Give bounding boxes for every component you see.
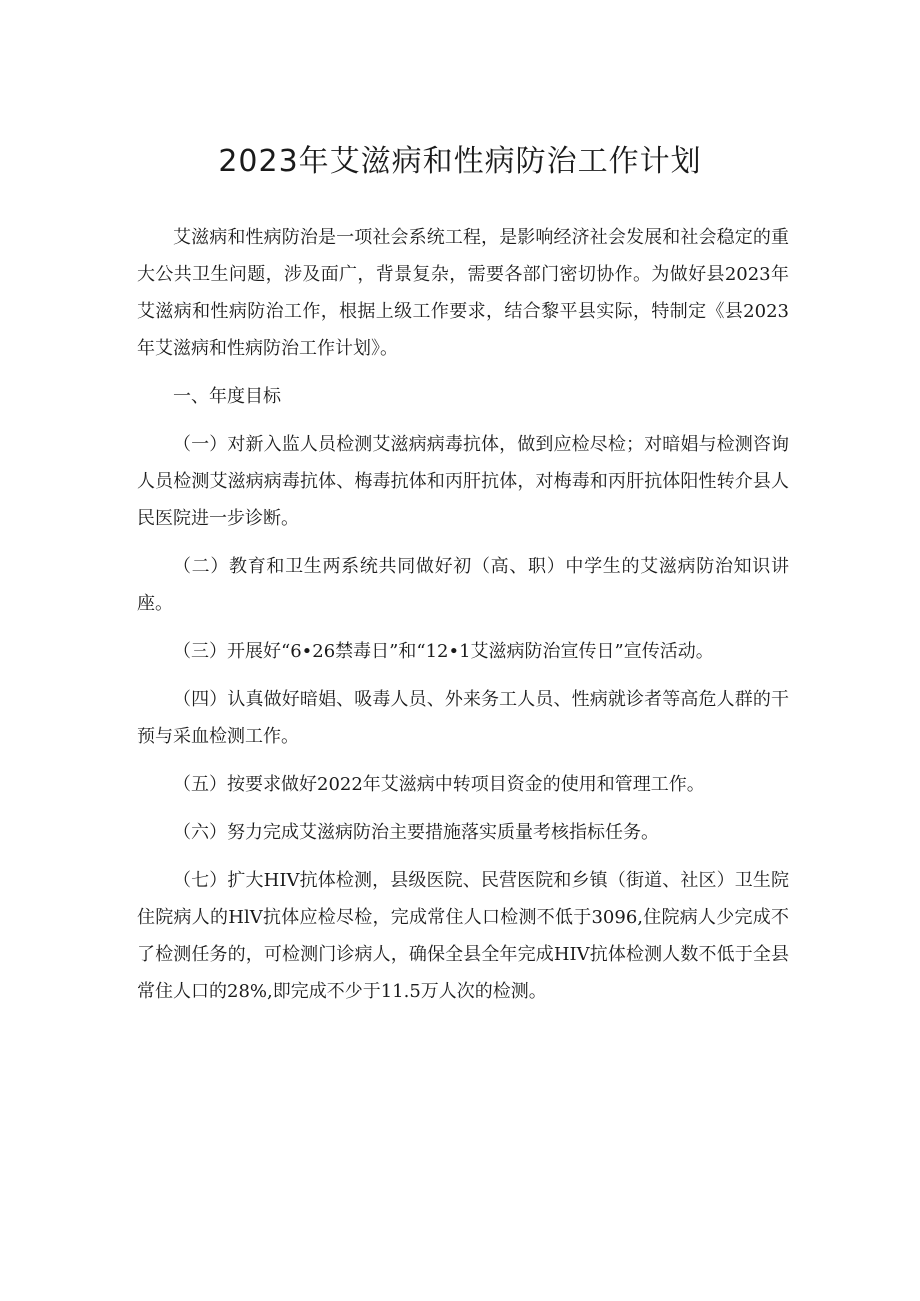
document-body: [137, 219, 789, 1010]
goal-item-3: （三）开展好“6•26禁毒日”和“12•1艾滋病防治宣传日”宣传活动。: [173, 641, 714, 662]
goal-item-6: （六）努力完成艾滋病防治主要措施落实质量考核指标任务。: [173, 822, 659, 843]
goal-item-7: （七）扩大HIV抗体检测，县级医院、民营医院和乡镇（街道、社区）卫生院住院病人的HlV抗体应检尽检，完成常住人口检测不低于3096,住院病人少完成不了检测任务的，可检测门诊病人，确保全县全年完成HIV抗体检测人数不低于全县常住人口的28%,即完成不少于11.5万人次的检测。: [137, 870, 789, 1002]
goal-item-5: （五）按要求做好2022年艾滋病中转项目资金的使用和管理工作。: [173, 774, 705, 795]
goal-item-2: （二）教育和卫生两系统共同做好初（高、职）中学生的艾滋病防治知识讲座。: [137, 556, 789, 614]
goal-item-4: （四）认真做好暗娼、吸毒人员、外来务工人员、性病就诊者等高危人群的干预与采血检测工作。: [137, 689, 789, 747]
intro-paragraph: 艾滋病和性病防治是一项社会系统工程，是影响经济社会发展和社会稳定的重大公共卫生问题，涉及面广，背景复杂，需要各部门密切协作。为做好县2023年艾滋病和性病防治工作，根据上级工作要求，结合黎平县实际，特制定《县2023年艾滋病和性病防治工作计划》。: [137, 227, 789, 359]
document-title: 2023年艾滋病和性病防治工作计划: [218, 144, 702, 179]
goal-item-1: （一）对新入监人员检测艾滋病病毒抗体，做到应检尽检；对暗娼与检测咨询人员检测艾滋病病毒抗体、梅毒抗体和丙肝抗体，对梅毒和丙肝抗体阳性转介县人民医院进一步诊断。: [137, 434, 789, 529]
section-heading: 一、年度目标: [173, 386, 281, 407]
